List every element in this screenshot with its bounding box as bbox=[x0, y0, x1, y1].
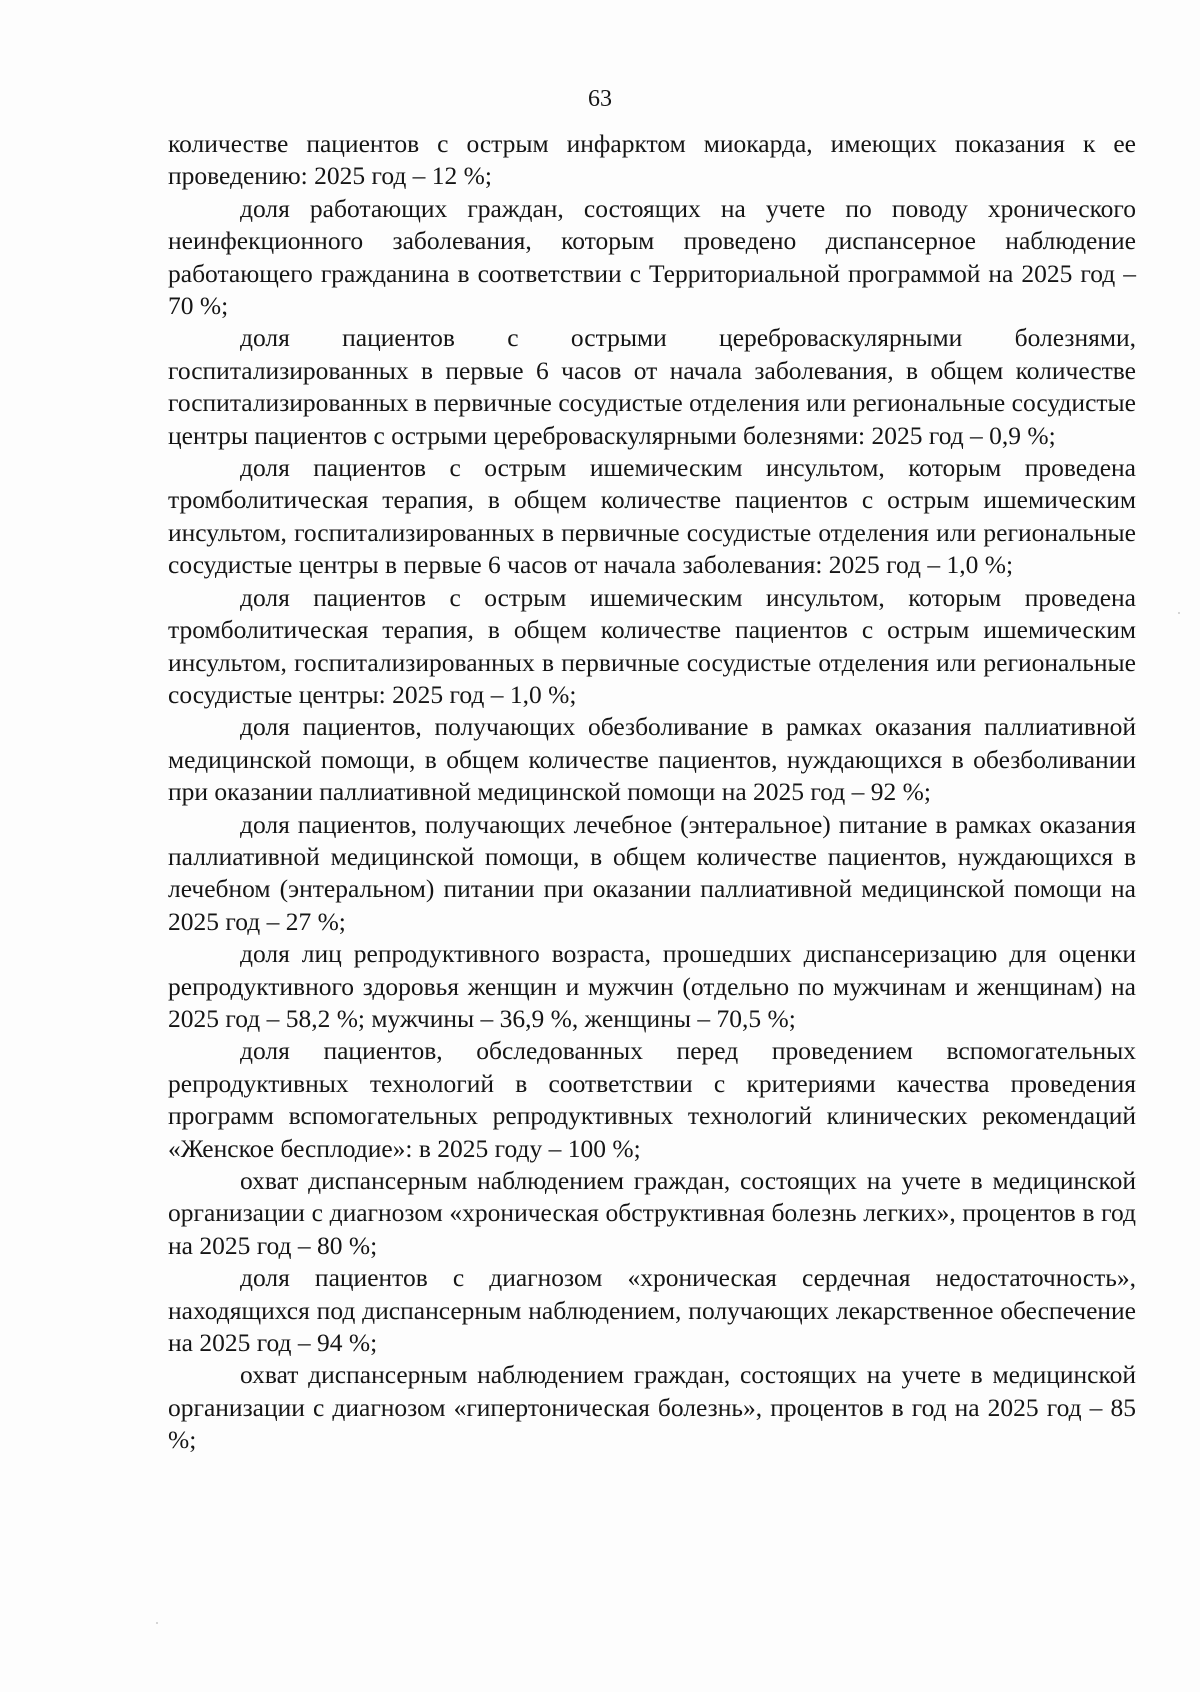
paragraph: охват диспансерным наблюдением граждан, состоящих на учете в медицинской организации с диагнозом «гипертоническая болезнь», процентов в год на 2025 год – 85 %; bbox=[168, 1360, 1136, 1455]
paragraph: охват диспансерным наблюдением граждан, состоящих на учете в медицинской организации с диагнозом «хроническая обструктивная болезнь легких», процентов в год на 2025 год – 80 %; bbox=[168, 1166, 1136, 1260]
scan-speck bbox=[156, 1622, 158, 1624]
paragraph: доля работающих граждан, состоящих на учете по поводу хронического неинфекционного заболевания, которым проведено диспансерное наблюдение работающего гражданина в соответствии с Территориальной программой на 2025 год – 70 %; bbox=[168, 193, 1136, 321]
paragraph: доля пациентов, обследованных перед проведением вспомогательных репродуктивных технологий в соответствии с критериями качества проведения программ вспомогательных репродуктивных технологий клинических рекомендаций «Женское бесплодие»: в 2025 году – 100 %; bbox=[168, 1036, 1136, 1163]
paragraph: доля пациентов с острым ишемическим инсультом, которым проведена тромболитическая терапия, в общем количестве пациентов с острым ишемическим инсультом, госпитализированных в первичные сосудистые отделения или региональные сосудистые центры: 2025 год – 1,0 %; bbox=[168, 582, 1136, 709]
paragraph: доля лиц репродуктивного возраста, прошедших диспансеризацию для оценки репродуктивного здоровья женщин и мужчин (отдельно по мужчинам и женщинам) на 2025 год – 58,2 %; мужчины – 36,9 %, женщины – 70,5 %; bbox=[168, 939, 1136, 1033]
paragraph: доля пациентов с диагнозом «хроническая сердечная недостаточность», находящихся под диспансерным наблюдением, получающих лекарственное обеспечение на 2025 год – 94 %; bbox=[168, 1263, 1136, 1358]
paragraph: количестве пациентов с острым инфарктом миокарда, имеющих показания к ее проведению: 2025 год – 12 %; bbox=[168, 129, 1136, 191]
page-number: 63 bbox=[588, 86, 612, 112]
paragraph: доля пациентов с острым ишемическим инсультом, которым проведена тромболитическая терапия, в общем количестве пациентов с острым ишемическим инсультом, госпитализированных в первичные сосудистые отделения или региональные сосудистые центры в первые 6 часов от начала заболевания: 2025 год – 1,0 %; bbox=[168, 453, 1136, 580]
paragraph: доля пациентов, получающих лечебное (энтеральное) питание в рамках оказания паллиативной медицинской помощи, в общем количестве пациентов, нуждающихся в лечебном (энтеральном) питании при оказании паллиативной медицинской помощи на 2025 год – 27 %; bbox=[168, 809, 1136, 936]
paragraph: доля пациентов, получающих обезболивание в рамках оказания паллиативной медицинской помощи, в общем количестве пациентов, нуждающихся в обезболивании при оказании паллиативной медицинской помощи на 2025 год – 92 %; bbox=[168, 712, 1136, 807]
scan-speck bbox=[1178, 612, 1180, 614]
document-body bbox=[168, 128, 1136, 1457]
paragraph: доля пациентов с острыми цереброваскулярными болезнями, госпитализированных в первые 6 часов от начала заболевания, в общем количестве госпитализированных в первичные сосудистые отделения или региональные сосудистые центры пациентов с острыми цереброваскулярными болезнями: 2025 год – 0,9 %; bbox=[168, 323, 1136, 450]
